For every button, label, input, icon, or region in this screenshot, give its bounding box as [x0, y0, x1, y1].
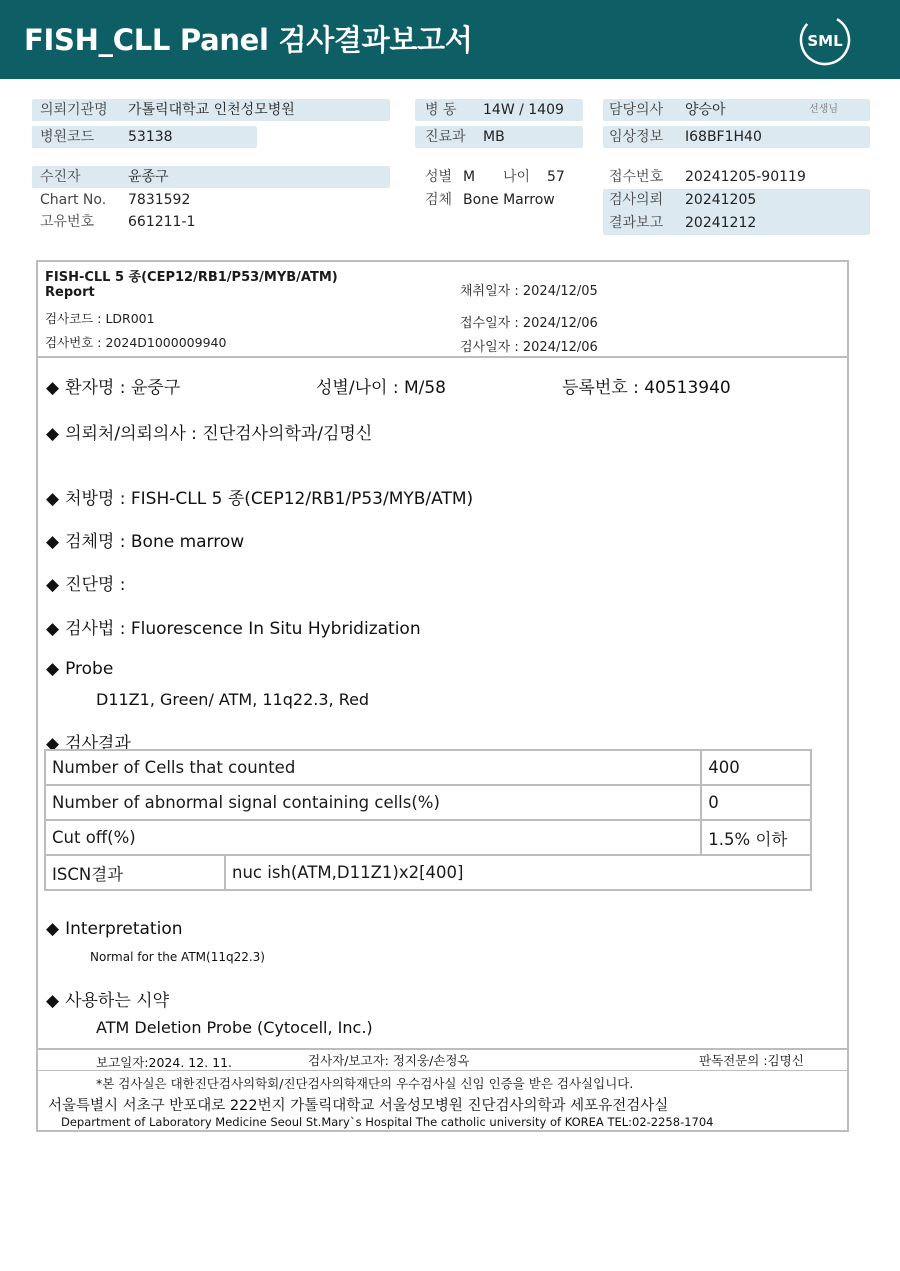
english-line: Department of Laboratory Medicine Seoul St.Mary`s Hospital The catholic university of KOREA TEL:02-2258-1704: [61, 1115, 714, 1129]
iscn-value: nuc ish(ATM,D11Z1)x2[400]: [225, 855, 811, 890]
report-title-line1: FISH-CLL 5 종(CEP12/RB1/P53/MYB/ATM): [45, 270, 338, 285]
iscn-label: ISCN결과: [45, 855, 225, 890]
patient-row: [32, 166, 390, 188]
interp-heading-line: [46, 919, 183, 939]
referrer-line: [46, 419, 372, 444]
clinical-label: 임상정보: [609, 129, 664, 145]
ward-label: 병 동: [425, 102, 457, 118]
chart-value: 7831592: [128, 192, 191, 208]
referrer: 의뢰처/의뢰의사 : 진단검사의학과/김명신: [65, 424, 373, 444]
diamond-icon: ◆: [46, 575, 60, 595]
table-row: [45, 855, 811, 890]
diamond-icon: ◆: [46, 424, 60, 444]
specimen-line: [46, 527, 244, 552]
specimen-value: Bone Marrow: [463, 192, 555, 208]
table-row: [45, 820, 811, 855]
table-row: [45, 750, 811, 785]
test-code: 검사코드 : LDR001: [45, 311, 155, 326]
diamond-icon: ◆: [46, 489, 60, 509]
examiner: 검사자/보고자: 정지웅/손정옥: [308, 1053, 470, 1068]
address-line: 서울특별시 서초구 반포대로 222번지 가톨릭대학교 서울성모병원 진단검사의학과 세포유전검사실: [48, 1098, 669, 1114]
specialist: 판독전문의 :김명신: [699, 1053, 804, 1068]
report-frame: [36, 260, 849, 1132]
unique-value: 661211-1: [128, 214, 196, 230]
specimen-label: 검체: [425, 192, 453, 208]
result-label: Cut off(%): [45, 820, 701, 855]
ward-row: [415, 99, 583, 121]
report-label: 결과보고: [609, 215, 664, 231]
prescription: 처방명 : FISH-CLL 5 종(CEP12/RB1/P53/MYB/ATM): [65, 489, 474, 509]
institution-row: [32, 99, 390, 121]
result-table: [44, 749, 812, 891]
patient-name: 환자명 : 윤중구: [65, 378, 181, 398]
hospital-code-value: 53138: [128, 129, 173, 145]
receipt-label: 접수번호: [609, 169, 664, 185]
footer-divider-2: [38, 1070, 847, 1071]
doctor-suffix: 선생님: [809, 104, 838, 115]
reagent-value: ATM Deletion Probe (Cytocell, Inc.): [96, 1018, 373, 1037]
request-label: 검사의뢰: [609, 192, 664, 208]
prescription-line: [46, 484, 473, 509]
interp-value: Normal for the ATM(11q22.3): [90, 950, 265, 964]
patient-label: 수진자: [40, 169, 81, 185]
clinical-row: [603, 126, 870, 148]
probe-heading: Probe: [65, 659, 114, 679]
interp-heading: Interpretation: [65, 919, 183, 939]
method-line: [46, 614, 421, 639]
exam-date: 검사일자 : 2024/12/06: [460, 340, 598, 355]
unique-row: [32, 211, 390, 233]
diamond-icon: ◆: [46, 919, 60, 939]
result-value: 1.5% 이하: [701, 820, 811, 855]
footer-divider: [38, 1048, 847, 1050]
sml-logo-icon: [798, 13, 852, 67]
probe-heading-line: [46, 659, 113, 679]
hospital-code-row: [32, 126, 257, 148]
specimen-row: [415, 189, 595, 211]
age-label: 나이: [503, 169, 531, 185]
report-header: [38, 262, 847, 358]
sex-age: 성별/나이 : M/58: [316, 378, 446, 398]
doctor-value: 양승아: [685, 102, 726, 118]
logo-text: SML: [807, 32, 843, 50]
dept-row: [415, 126, 583, 148]
dept-value: MB: [483, 129, 505, 145]
diagnosis: 진단명 :: [65, 575, 126, 595]
ward-value: 14W / 1409: [483, 102, 564, 118]
receipt-value: 20241205-90119: [685, 169, 806, 185]
diamond-icon: ◆: [46, 734, 60, 754]
sex-value: M: [463, 169, 476, 185]
test-number: 검사번호 : 2024D1000009940: [45, 335, 227, 350]
result-value: 400: [701, 750, 811, 785]
diamond-icon: ◆: [46, 659, 60, 679]
receive-date: 접수일자 : 2024/12/06: [460, 316, 598, 331]
probe-value: D11Z1, Green/ ATM, 11q22.3, Red: [96, 690, 370, 709]
diamond-icon: ◆: [46, 532, 60, 552]
patient-line: [46, 373, 180, 398]
age-value: 57: [547, 169, 565, 185]
table-row: [45, 785, 811, 820]
doctor-label: 담당의사: [609, 102, 664, 118]
doctor-row: [603, 99, 870, 121]
result-label: Number of abnormal signal containing cells(%): [45, 785, 701, 820]
reagent-heading-line: [46, 986, 169, 1011]
unique-label: 고유번호: [40, 214, 95, 230]
specimen-name: 검체명 : Bone marrow: [65, 532, 245, 552]
result-value: 0: [701, 785, 811, 820]
hospital-code-label: 병원코드: [40, 129, 95, 145]
diamond-icon: ◆: [46, 991, 60, 1011]
reagent-heading: 사용하는 시약: [65, 991, 170, 1011]
sex-age-row: [415, 166, 595, 188]
institution-value: 가톨릭대학교 인천성모병원: [128, 102, 295, 118]
result-heading: 검사결과: [65, 734, 131, 754]
cert-line: *본 검사실은 대한진단검사의학회/진단검사의학재단의 우수검사실 신임 인증을 받은 검사실입니다.: [96, 1076, 634, 1091]
diagnosis-line: [46, 570, 125, 595]
request-value: 20241205: [685, 192, 757, 208]
result-label: Number of Cells that counted: [45, 750, 701, 785]
patient-value: 윤종구: [128, 169, 169, 185]
receipt-row: [603, 166, 870, 188]
report-title-line2: Report: [45, 285, 95, 300]
reg-no: 등록번호 : 40513940: [562, 378, 731, 398]
report-date: 보고일자:2024. 12. 11.: [96, 1055, 233, 1070]
header-bar: [0, 0, 900, 79]
request-report-box: [603, 189, 870, 235]
institution-label: 의뢰기관명: [40, 102, 108, 118]
dept-label: 진료과: [425, 129, 466, 145]
diamond-icon: ◆: [46, 378, 60, 398]
page-title: FISH_CLL Panel 검사결과보고서: [24, 23, 473, 57]
chart-label: Chart No.: [40, 192, 107, 208]
chart-row: [32, 189, 390, 211]
clinical-value: I68BF1H40: [685, 129, 762, 145]
method: 검사법 : Fluorescence In Situ Hybridization: [65, 619, 421, 639]
sex-label: 성별: [425, 169, 453, 185]
collect-date: 채취일자 : 2024/12/05: [460, 284, 598, 299]
diamond-icon: ◆: [46, 619, 60, 639]
report-value: 20241212: [685, 215, 757, 231]
report-title: [45, 270, 338, 300]
